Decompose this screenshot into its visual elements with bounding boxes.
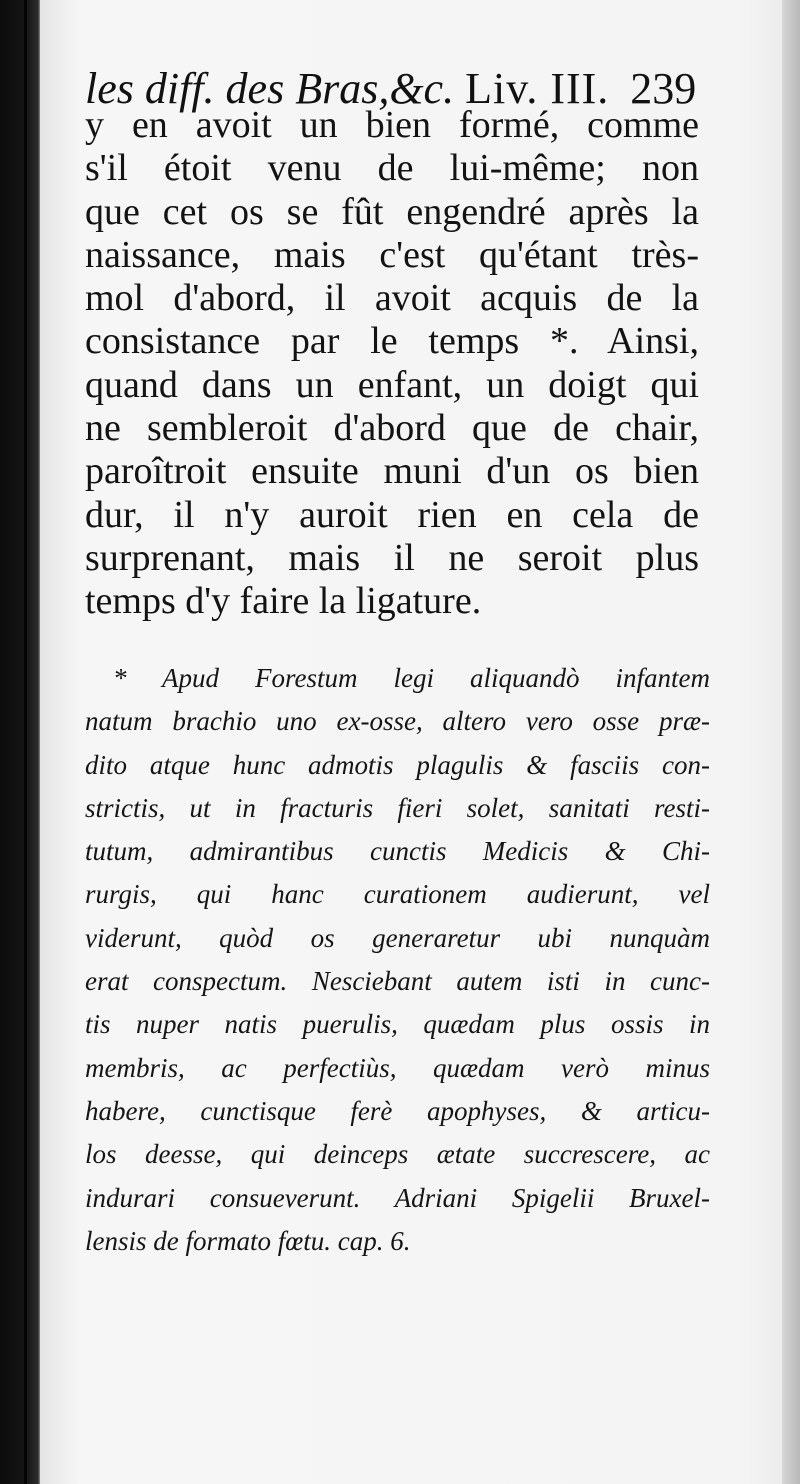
footnote-line: los deesse, qui deinceps ætate succrescere, ac (85, 1139, 710, 1170)
footnote-line: viderunt, quòd os generaretur ubi nunquàm (85, 922, 710, 953)
text-line: s'il étoit venu de lui-même; non (85, 147, 699, 190)
text-line: mol d'abord, il avoit acquis de la (85, 277, 699, 320)
text-line: consistance par le temps *. Ainsi, (85, 320, 699, 363)
footnote-line: membris, ac perfectiùs, quædam verò minus (85, 1052, 710, 1083)
text-line: que cet os se fût engendré après la (85, 190, 699, 233)
footnote-line: tutum, admirantibus cunctis Medicis & Chi- (85, 836, 710, 867)
footnote-line: indurari consueverunt. Adriani Spigelii Bruxel- (85, 1182, 710, 1213)
page-number: 239 (630, 64, 697, 113)
footnote-line: rurgis, qui hanc curationem audierunt, vel (85, 879, 710, 910)
text-line: temps d'y faire la ligature. (85, 580, 482, 623)
footnote-line: natum brachio uno ex-osse, altero vero osse præ- (85, 706, 710, 737)
text-line: naissance, mais c'est qu'étant très- (85, 233, 699, 276)
footnote-line: erat conspectum. Nesciebant autem isti in cunc- (85, 966, 710, 997)
running-title: les diff. des Bras,&c. (85, 64, 455, 113)
text-line: dur, il n'y auroit rien en cela de (85, 493, 699, 536)
footnote-line: lensis de formato fœtu. cap. 6. (85, 1225, 411, 1256)
main-text (85, 104, 785, 624)
footnote-line: strictis, ut in fracturis fieri solet, sanitati resti- (85, 792, 710, 823)
book-number: Liv. III. (465, 64, 610, 113)
text-line: quand dans un enfant, un doigt qui (85, 363, 699, 406)
footnote-line: * Apud Forestum legi aliquandò infantem (113, 663, 710, 693)
book-gutter-shadow (0, 0, 42, 1484)
text-line: surprenant, mais il ne seroit plus (85, 536, 699, 579)
footnote-line: dito atque hunc admotis plagulis & fasciis con- (85, 749, 710, 780)
footnote-line: habere, cunctisque ferè apophyses, & articu- (85, 1095, 710, 1126)
text-line: paroîtroit ensuite muni d'un os bien (85, 450, 699, 493)
footnote (85, 657, 785, 1263)
text-line: ne sembleroit d'abord que de chair, (85, 407, 699, 450)
footnote-line: tis nuper natis puerulis, quædam plus ossis in (85, 1009, 710, 1040)
page-fold-line (24, 0, 27, 1484)
text-line: y en avoit un bien formé, comme (85, 104, 699, 146)
